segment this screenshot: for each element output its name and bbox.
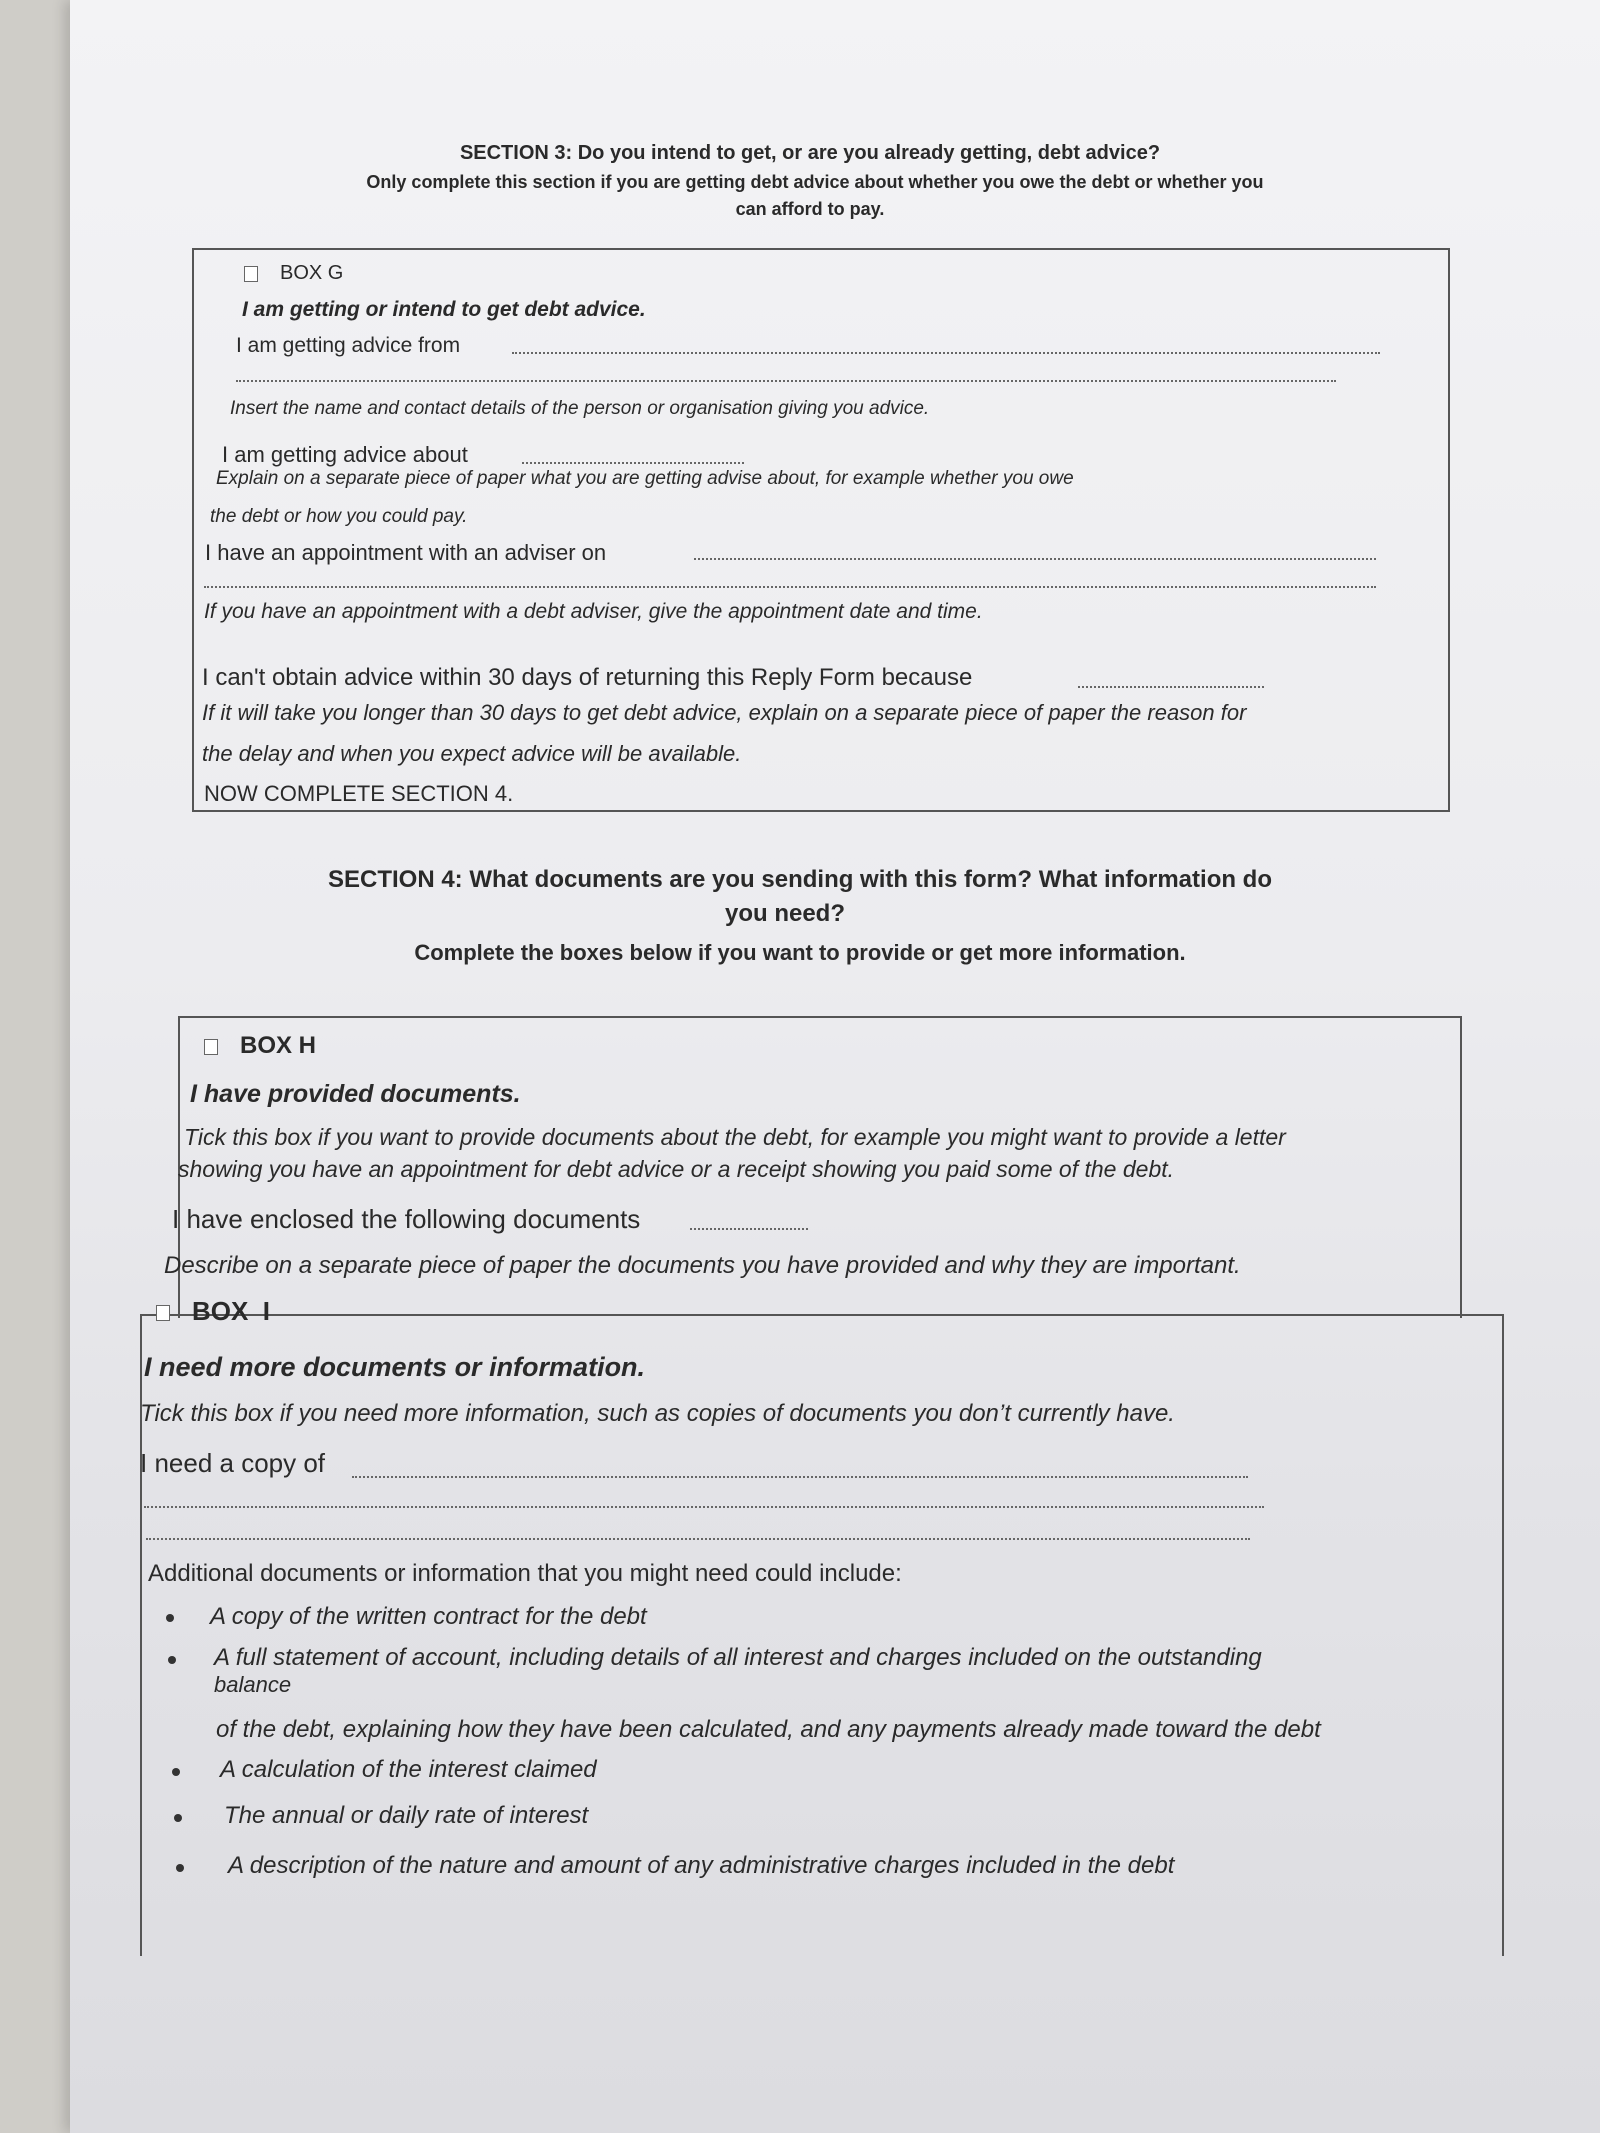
box-g-advice-from-help: Insert the name and contact details of the person or organisation giving you advice. [230,398,930,419]
box-i-copy-of-field-2[interactable] [144,1506,1264,1508]
bullet [166,1614,174,1622]
list-item: A calculation of the interest claimed [220,1756,597,1783]
box-g-advice-about-help-line2: the debt or how you could pay. [210,506,468,527]
box-i-copy-of: I need a copy of [140,1448,326,1478]
list-item: A description of the nature and amount of any administrative charges included in the debt [228,1852,1175,1879]
box-h-enclosed-help: Describe on a separate piece of paper the documents you have provided and why they are important. [164,1252,1241,1279]
box-g-cannot-obtain: I can't obtain advice within 30 days of returning this Reply Form because [202,664,973,691]
box-i-copy-of-field[interactable] [352,1476,1248,1478]
section4-heading-line1: SECTION 4: What documents are you sending with this form? What information do [327,866,1272,893]
box-h-help-line1: Tick this box if you want to provide documents about the debt, for example you might want to provide a letter [184,1124,1286,1150]
list-item: of the debt, explaining how they have been calculated, and any payments already made toward the debt [216,1716,1321,1743]
box-g-advice-about: I am getting advice about [222,442,468,467]
box-g-advice-from-field-2[interactable] [236,380,1336,382]
list-item: A copy of the written contract for the debt [210,1603,647,1630]
box-h-help-line2: showing you have an appointment for debt advice or a receipt showing you paid some of the debt. [178,1156,1175,1182]
box-g [192,248,1450,812]
box-h-checkbox[interactable] [204,1039,218,1055]
box-g-next: NOW COMPLETE SECTION 4. [204,781,514,806]
box-i-help: Tick this box if you need more information, such as copies of documents you don’t currently have. [140,1400,1175,1427]
box-g-cannot-obtain-help-line2: the delay and when you expect advice will be available. [202,741,742,766]
box-g-appointment-help: If you have an appointment with a debt adviser, give the appointment date and time. [204,600,983,623]
box-g-advice-about-help-line1: Explain on a separate piece of paper what you are getting advise about, for example whether you owe [216,468,1074,489]
section4-intro: Complete the boxes below if you want to provide or get more information. [414,940,1186,965]
section3-intro-line2: can afford to pay. [735,199,885,219]
box-h-title-row [204,1032,316,1060]
box-h-statement: I have provided documents. [190,1080,521,1108]
box-i-checkbox[interactable] [156,1305,170,1321]
box-h-title: BOX H [240,1032,317,1059]
box-i-title-row [156,1296,270,1327]
bullet [176,1864,184,1872]
box-g-statement: I am getting or intend to get debt advice. [242,298,646,321]
box-g-appointment: I have an appointment with an adviser on [205,540,607,565]
bullet [172,1768,180,1776]
list-item: The annual or daily rate of interest [224,1802,589,1829]
section3-intro-line1: Only complete this section if you are getting debt advice about whether you owe the debt or whether you [366,172,1264,192]
box-g-cannot-obtain-help-line1: If it will take you longer than 30 days to get debt advice, explain on a separate piece of paper the reason for [202,700,1247,725]
box-g-checkbox[interactable] [244,266,258,282]
box-g-advice-from: I am getting advice from [236,334,461,357]
bullet [174,1814,182,1822]
box-g-advice-about-field[interactable] [522,462,744,464]
box-h-enclosed: I have enclosed the following documents [172,1204,641,1234]
box-h-enclosed-field[interactable] [690,1228,808,1230]
box-i-additional-intro: Additional documents or information that you might need could include: [148,1560,902,1587]
box-i-copy-of-field-3[interactable] [146,1538,1250,1540]
box-g-appointment-field-2[interactable] [204,586,1376,588]
bullet [168,1656,176,1664]
box-i-statement: I need more documents or information. [144,1352,646,1382]
section3-heading: SECTION 3: Do you intend to get, or are you already getting, debt advice? [459,142,1161,164]
box-i-title: BOX I [192,1296,271,1326]
list-item: A full statement of account, including details of all interest and charges included on the outstanding [214,1644,1262,1671]
box-g-title-row [244,262,343,285]
box-g-advice-from-field[interactable] [512,352,1380,354]
list-item: balance [214,1672,292,1697]
box-g-title: BOX G [280,262,344,284]
box-g-appointment-field[interactable] [694,558,1376,560]
section4-heading-line2: you need? [724,900,845,927]
box-g-cannot-obtain-field[interactable] [1078,686,1264,688]
